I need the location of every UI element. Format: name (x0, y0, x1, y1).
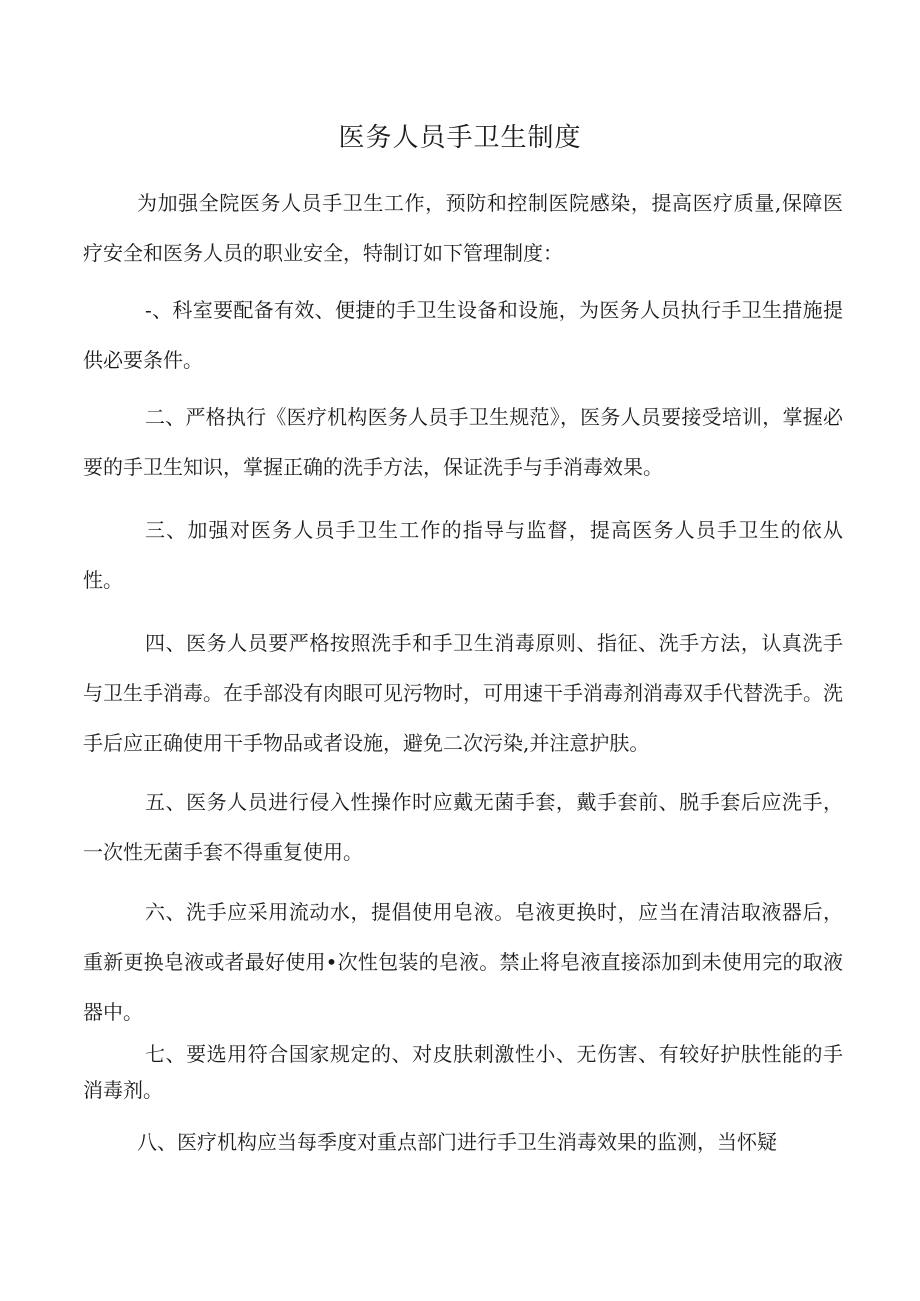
clause-4: 四、医务人员要严格按照洗手和手卫生消毒原则、指征、洗手方法，认真洗手与卫生手消毒。在手部没有肉眼可见污物时，可用速干手消毒剂消毒双手代替洗手。洗手后应正确使用干手物品或者设施，避免二次污染,并注意护肤。 (83, 631, 843, 755)
document-title: 医务人员手卫生制度 (338, 123, 582, 153)
clause-6: 六、洗手应采用流动水，提倡使用皂液。皂液更换时，应当在清洁取液器后，重新更换皂液或者最好使用•次性包装的皂液。禁止将皂液直接添加到未使用完的取液器中。 (83, 900, 843, 1024)
clause-8: 八、医疗机构应当每季度对重点部门进行手卫生消毒效果的监测，当怀疑 (137, 1130, 777, 1154)
clause-7: 七、要选用符合国家规定的、对皮肤刺激性小、无伤害、有较好护肤性能的手消毒剂。 (83, 1042, 843, 1102)
clause-5: 五、医务人员进行侵入性操作时应戴无菌手套，戴手套前、脱手套后应洗手，一次性无菌手套不得重复使用。 (83, 790, 843, 864)
clause-3: 三、加强对医务人员手卫生工作的指导与监督，提高医务人员手卫生的依从性。 (83, 518, 843, 592)
clause-1: -、科室要配备有效、便捷的手卫生设备和设施，为医务人员执行手卫生措施提供必要条件。 (83, 298, 843, 372)
clause-2: 二、严格执行《医疗机构医务人员手卫生规范》，医务人员要接受培训，掌握必要的手卫生知识，掌握正确的洗手方法，保证洗手与手消毒效果。 (83, 405, 843, 479)
intro-paragraph: 为加强全院医务人员手卫生工作，预防和控制医院感染，提高医疗质量,保障医疗安全和医务人员的职业安全，特制订如下管理制度： (83, 191, 843, 265)
